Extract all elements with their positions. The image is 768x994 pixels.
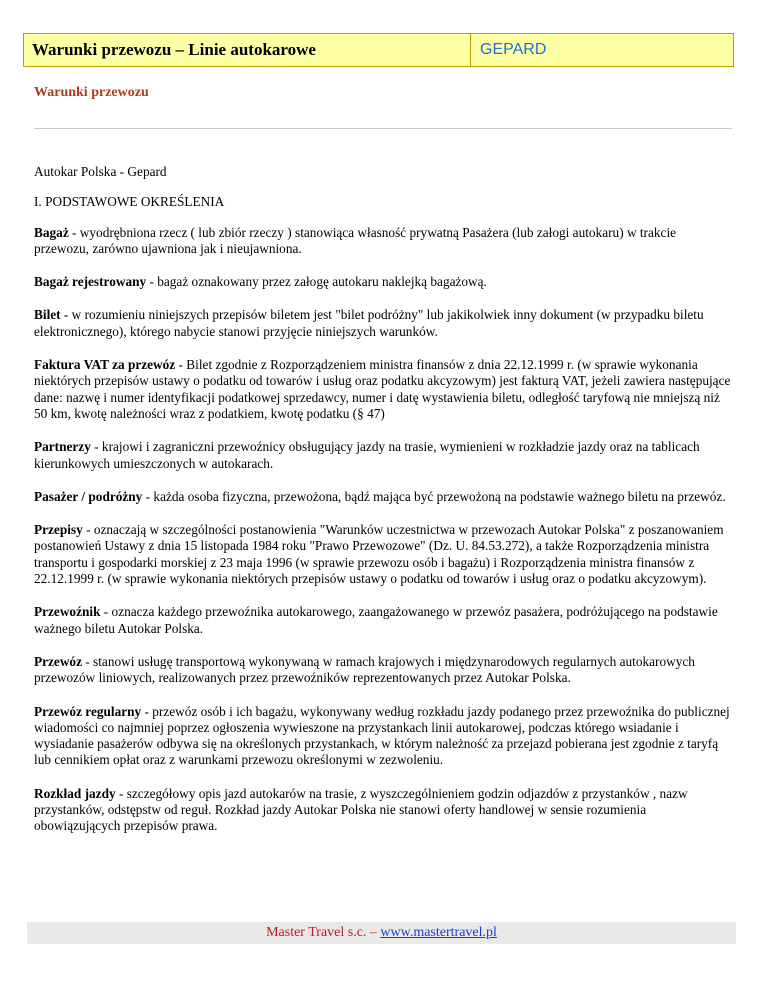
- definition-paragraph: [34, 439, 734, 472]
- definition-text: - każda osoba fizyczna, przewożona, bądź mająca być przewożoną na podstawie ważnego biletu na przewóz.: [142, 488, 726, 504]
- definition-text: - wyodrębniona rzecz ( lub zbiór rzeczy ) stanowiąca własność prywatną Pasażera (lub załogi autokaru) w trakcie przewozu, zarówno ujawniona jak i nieujawniona.: [34, 224, 677, 256]
- definition-text: - oznacza każdego przewoźnika autokarowego, zaangażowanego w przewóz pasażera, podróżującego na podstawie ważnego biletu Autokar Polska.: [34, 604, 718, 636]
- definition-term: Rozkład jazdy: [34, 785, 116, 801]
- chapter-heading: I. PODSTAWOWE OKREŚLENIA: [34, 194, 225, 210]
- definition-paragraph: [34, 786, 734, 835]
- definition-paragraph: [34, 704, 734, 769]
- definition-paragraph: [34, 274, 734, 290]
- definition-text: - przewóz osób i ich bagażu, wykonywany według rozkładu jazdy podanego przez przewoźnika do publicznej wiadomości co najmniej poprzez ogłoszenia wywieszone na przystankach linii autokarowej, podczas którego wsiadanie i wysiadanie pasażerów odbywa się na określonych przystankach, w którym należność za przejazd pobierana jest zgodnie z taryfą lub cennikiem opłat oraz z warunkami przewozu określonymi w zezwoleniu.: [34, 703, 730, 768]
- definition-term: Przepisy: [34, 522, 83, 538]
- definition-term: Pasażer / podróżny: [34, 488, 143, 504]
- definition-text: - stanowi usługę transportową wykonywaną w ramach krajowych i międzynarodowych regularnych autokarowych przewozów liniowych, realizowanych przez przewoźników reprezentowanych przez Autokar Polska.: [34, 653, 695, 686]
- definition-text: - Bilet zgodnie z Rozporządzeniem ministra finansów z dnia 22.12.1999 r. (w sprawie wykonania niektórych przepisów ustawy o podatku od towarów i usług oraz podatku akcyzowym) jest fakturą VAT, jeżeli zawiera następujące dane: nazwę i numer identyfikacji podatkowej sprzedawcy, numer i datę wystawienia biletu, odległość taryfową nie mniejszą niż 50 km, kwotę należności wraz z podatkiem, kwotę podatku (§ 47): [34, 357, 731, 421]
- company-name: Autokar Polska - Gepard: [34, 164, 167, 179]
- document-title: Warunki przewozu – Linie autokarowe: [24, 34, 471, 66]
- definition-paragraph: [34, 225, 734, 258]
- definition-term: Przewóz: [34, 653, 82, 669]
- definition-text: - szczegółowy opis jazd autokarów na trasie, z wyszczególnieniem godzin odjazdów z przystanków , nazw przystanków, odstępstw od reguł. Rozkład jazdy Autokar Polska nie stanowi oferty handlowej w sensie rozumienia obowiązujących przepisów prawa.: [34, 785, 688, 834]
- definition-term: Bagaż rejestrowany: [34, 274, 147, 290]
- definition-paragraph: [34, 489, 734, 505]
- header-table: [23, 33, 734, 67]
- definition-term: Bilet: [34, 307, 61, 323]
- definition-term: Przewoźnik: [34, 604, 101, 620]
- document-body: [34, 164, 734, 852]
- definition-paragraph: [34, 357, 734, 422]
- definition-text: - krajowi i zagraniczni przewoźnicy obsługujący jazdy na trasie, wymienieni w rozkładzie jazdy oraz na tablicach kierunkowych umieszczonych w autokarach.: [34, 439, 700, 471]
- divider: [34, 128, 732, 129]
- brand-name: GEPARD: [480, 41, 547, 58]
- definition-paragraph: [34, 654, 734, 687]
- definition-paragraph: [34, 604, 734, 637]
- section-title: Warunki przewozu: [34, 85, 149, 100]
- definition-text: - oznaczają w szczególności postanowienia "Warunków uczestnictwa w przewozach Autokar Polska" z poszanowaniem postanowień Ustawy z dnia 15 listopada 1984 roku "Prawo Przewozowe" (Dz. U. 84.53.272), a także Rozporządzenia ministra transportu i gospodarki morskiej z 23 maja 1996 (w sprawie przewozu osób i bagażu) i Rozporządzenia ministra finansów z 22.12.1999 r. (w sprawie wykonania niektórych przepisów ustawy o podatku od towarów i usług oraz o podatku akcyzowym).: [34, 522, 724, 587]
- definition-term: Partnerzy: [34, 439, 91, 455]
- definition-term: Faktura VAT za przewóz: [34, 357, 176, 373]
- definition-paragraph: [34, 307, 734, 340]
- definition-term: Przewóz regularny: [34, 703, 142, 719]
- definition-paragraph: [34, 522, 734, 587]
- definition-text: - bagaż oznakowany przez załogę autokaru naklejką bagażową.: [146, 274, 487, 290]
- definition-term: Bagaż: [34, 224, 69, 240]
- footer-text: Master Travel s.c. –: [266, 925, 381, 940]
- definition-text: - w rozumieniu niniejszych przepisów biletem jest "bilet podróżny" lub jakikolwiek inny dokument (w przypadku biletu elektronicznego), którego nabycie stanowi przyjęcie niniejszych warunków.: [34, 307, 704, 339]
- website-link[interactable]: www.mastertravel.pl: [380, 925, 497, 940]
- page-footer: [27, 922, 736, 944]
